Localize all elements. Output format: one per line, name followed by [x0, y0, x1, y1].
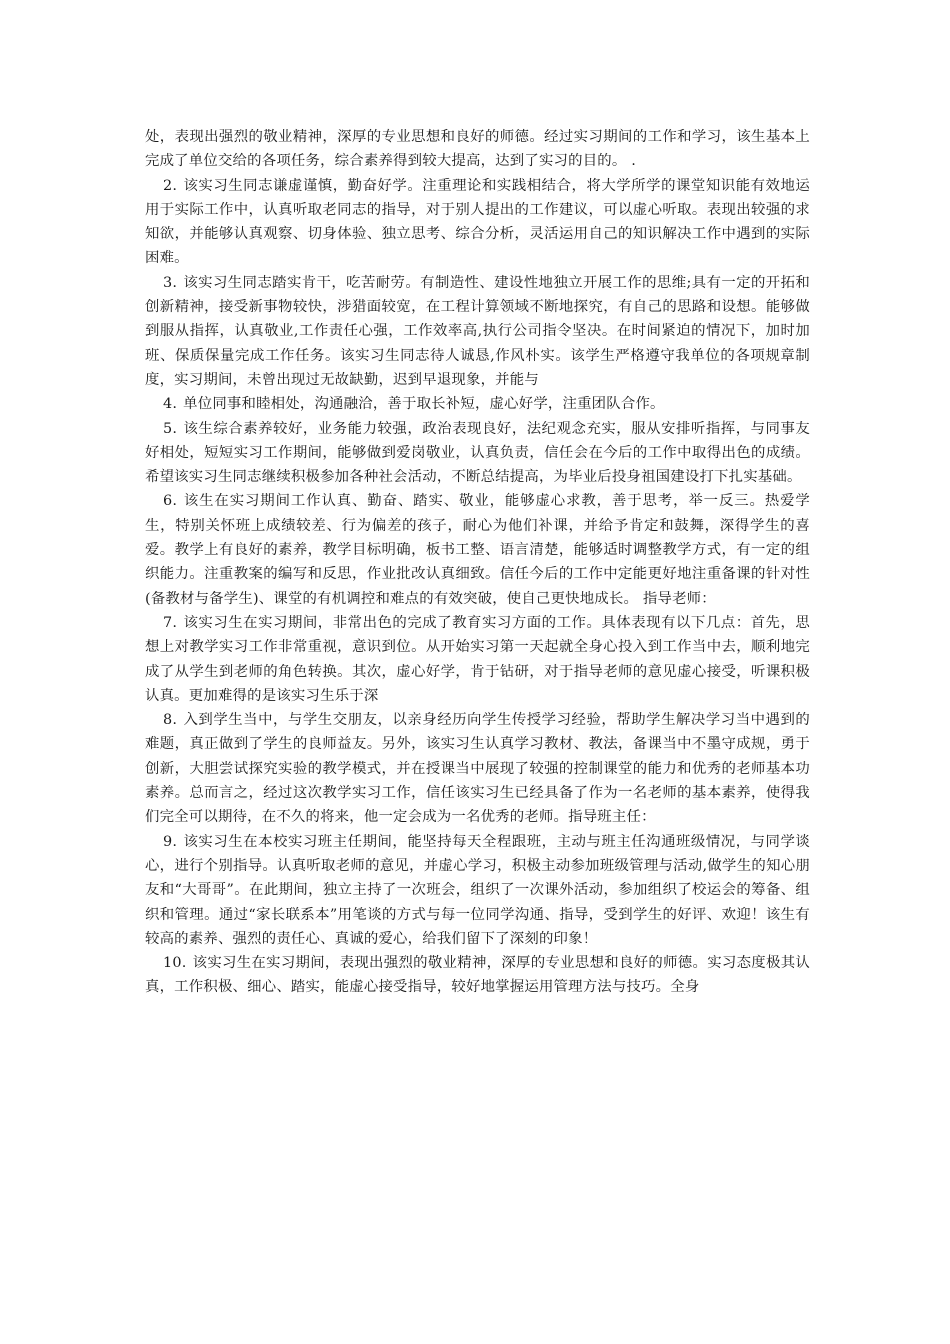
- paragraph-text: 该生在实习期间工作认真、勤奋、踏实、敬业，能够虚心求教，善于思考，举一反三。热爱学生，特别关怀班上成绩较差、行为偏差的孩子，耐心为他们补课，并给予肯定和鼓舞，深得学生的喜爱。教学上有良好的素养，教学目标明确，板书工整、语言清楚，能够适时调整教学方式，有一定的组织能力。注重教案的编写和反思，作业批改认真细致。信任今后的工作中定能更好地注重备课的针对性(备教材与备学生)、课堂的有机调控和难点的有效突破，使自己更快地成长。 指导老师：: [145, 493, 810, 607]
- paragraph-7: [145, 611, 810, 708]
- paragraph-number: 6.: [163, 493, 178, 510]
- paragraph-9: [145, 830, 810, 951]
- paragraph-number: 8.: [163, 712, 178, 729]
- paragraph-text: 该实习生在实习期间，非常出色的完成了教育实习方面的工作。具体表现有以下几点：首先，思想上对教学实习工作非常重视，意识到位。从开始实习第一天起就全身心投入到工作当中去，顺利地完成了从学生到老师的角色转换。其次，虚心好学，肯于钻研，对于指导老师的意见虚心接受，听课积极认真。更加难得的是该实习生乐于深: [145, 614, 810, 704]
- paragraph-number: 10.: [163, 955, 187, 972]
- paragraph-text: 该生综合素养较好，业务能力较强，政治表现良好，法纪观念充实，服从安排听指挥，与同事友好相处，短短实习工作期间，能够做到爱岗敬业，认真负责，信任会在今后的工作中取得出色的成绩。希望该实习生同志继续积极参加各种社会活动，不断总结提高，为毕业后投身祖国建设打下扎实基础。: [145, 420, 810, 486]
- paragraph-number: 5.: [163, 420, 178, 437]
- paragraph-text: 该实习生在本校实习班主任期间，能坚持每天全程跟班，主动与班主任沟通班级情况，与同学谈心，进行个别指导。认真听取老师的意见，并虚心学习，积极主动参加班级管理与活动,做学生的知心朋友和“大哥哥”。在此期间，独立主持了一次班会，组织了一次课外活动，参加组织了校运会的筹备、组织和管理。通过“家长联系本”用笔谈的方式与每一位同学沟通、指导，受到学生的好评、欢迎！该生有较高的素养、强烈的责任心、真诚的爱心，给我们留下了深刻的印象！: [145, 833, 810, 947]
- paragraph-text: 入到学生当中，与学生交朋友，以亲身经历向学生传授学习经验，帮助学生解决学习当中遇到的难题，真正做到了学生的良师益友。另外，该实习生认真学习教材、教法，备课当中不墨守成规，勇于创新，大胆尝试探究实验的教学模式，并在授课当中展现了较强的控制课堂的能力和优秀的老师基本功素养。总而言之，经过这次教学实习工作，信任该实习生已经具备了作为一名老师的基本素养，使得我们完全可以期待，在不久的将来，他一定会成为一名优秀的老师。指导班主任：: [145, 712, 810, 826]
- paragraph-number: 4.: [163, 396, 178, 413]
- paragraph-number: 3.: [163, 274, 178, 291]
- paragraph-text: 单位同事和睦相处，沟通融洽，善于取长补短，虚心好学，注重团队合作。: [183, 396, 665, 413]
- paragraph-1: [145, 125, 810, 174]
- paragraph-number: 2.: [163, 177, 178, 194]
- document-body: [145, 125, 810, 1000]
- paragraph-text: 该实习生在实习期间，表现出强烈的敬业精神，深厚的专业思想和良好的师德。实习态度极其认真，工作积极、细心、踏实，能虚心接受指导，较好地掌握运用管理方法与技巧。全身: [145, 955, 810, 996]
- paragraph-text: 该实习生同志谦虚谨慎，勤奋好学。注重理论和实践相结合，将大学所学的课堂知识能有效地运用于实际工作中，认真听取老同志的指导，对于别人提出的工作建议，可以虚心听取。表现出较强的求知欲，并能够认真观察、切身体验、独立思考、综合分析，灵活运用自己的知识解决工作中遇到的实际困难。: [145, 177, 810, 267]
- paragraph-number: 9.: [163, 833, 178, 850]
- paragraph-6: [145, 489, 810, 610]
- paragraph-2: [145, 174, 810, 271]
- paragraph-10: [145, 951, 810, 1000]
- paragraph-8: [145, 708, 810, 829]
- paragraph-number: 7.: [163, 614, 178, 631]
- paragraph-text: 该实习生同志踏实肯干，吃苦耐劳。有制造性、建设性地独立开展工作的思维;具有一定的开拓和创新精神，接受新事物较快，涉猎面较宽，在工程计算领域不断地探究，有自己的思路和设想。能够做到服从指挥，认真敬业,工作责任心强，工作效率高,执行公司指令坚决。在时间紧迫的情况下，加时加班、保质保量完成工作任务。该实习生同志待人诚恳,作风朴实。该学生严格遵守我单位的各项规章制度，实习期间，未曾出现过无故缺勤，迟到早退现象，并能与: [145, 274, 810, 388]
- paragraph-4: [145, 392, 810, 416]
- paragraph-text: 处，表现出强烈的敬业精神，深厚的专业思想和良好的师德。经过实习期间的工作和学习，该生基本上完成了单位交给的各项任务，综合素养得到较大提高，达到了实习的目的。 .: [145, 129, 810, 170]
- paragraph-5: [145, 417, 810, 490]
- paragraph-3: [145, 271, 810, 392]
